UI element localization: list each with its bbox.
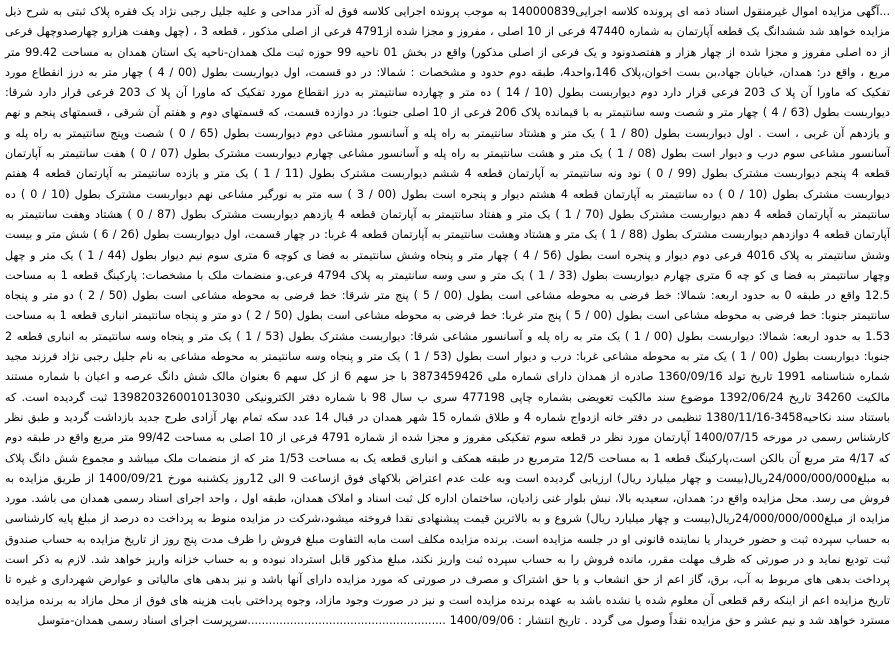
auction-notice-text: ...آگهی مزایده اموال غیرمنقول اسناد ذمه ای پرونده کلاسه اجرایی140000839 به موجب پرونده اجرایی کلاسه فوق له آذر مداحی و علیه جلیل رجبی نژاد یک فقره پلاک ثبتی به شرح ذیل مزایده خواهد شد ششدانگ یک قطعه آپارتمان به شماره 47440 فرعی از 10 اصلی ، مفروز و مجزا شده از4791 فرعی از اصلی مذکور ، قطعه 3 ، (چهل وهفت هزارو چهارصدوچهل فرعی از ده اصلی مفروز و مجزا شده از چهار هزار و هفتصدونود و یک فرعی از اصلی مذکور) واقع در بخش 01 ناحیه 99 حوزه ثبت ملک همدان-ناحیه یک استان همدان به مساحت 99.42 متر مربع ، واقع در: همدان، خیابان جهاد،بن بست اخوان،پلاک 146،واحد4، طبقه دوم حدود و مشخصات : شمالا: در دو قسمت، اول دیواربست بطول (00 / 4 ) چهار متر به درز انقطاع مورد تفکیک که ماورا آن پلا ک 203 فرعی قرار دارد دوم دیواربست بطول (10 / 14 ) ده متر و چهارده سانتیمتر به درز انقطاع مورد تفکیک که ماورا آن پلا ک 203 فرعی قرار دارد شرقا: دیواربست بطول (63 / 4 ) چهار متر و شصت وسه سانتیمتر به با قیمانده پلاک 206 فرعی از 10 اصلی جنوبا: در دوازده قسمت، که قسمتهای دوم و هفتم آن شرقی ، قسمتهای پنجم و نهم و یازدهم آن غربی ، است . اول دیواربست بطول (80 / 1 ) یک متر و هشتاد سانتیمتر به راه پله و آسانسور مشاعی دوم دیواربست بطول (65 / 0 ) شصت وپنج سانتیمتر به راه پله و آسانسور مشاعی سوم درب و دیوار است بطول (08 / 1 ) یک متر و هشت سانتیمتر به راه پله و آسانسور مشاعی چهارم دیواربست مشترک بطول (07 / 0 ) هفت سانتیمتر به آپارتمان قطعه 4 پنجم دیواربست مشترک بطول (99 / 0 ) نود ونه سانتیمتر به آپارتمان قطعه 4 ششم دیواربست مشترک بطول (11 / 1 ) یک متر و یازده سانتیمتر به آپارتمان قطعه 4 هفتم دیواربست مشترک بطول (10 / 0 ) ده سانتیمتر به آپارتمان قطعه 4 هشتم دیوار و پنجره است بطول (00 / 3 ) سه متر به نورگیر مشاعی نهم دیواربست مشترک بطول (10 / 0 ) ده سانتیمتر به آپارتمان قطعه 4 دهم دیواربست مشترک بطول (70 / 1 ) یک متر و هفتاد سانتیمتر به آپارتمان قطعه 4 یازدهم دیواربست مشترک بطول (87 / 0 ) هشتاد وهفت سانتیمتر به آپارتمان قطعه 4 دوازدهم دیواربست مشترک بطول (88 / 1 ) یک متر و هشتاد وهشت سانتیمتر به آپارتمان قطعه 4 غربا: در چهار قسمت، اول دیواربست بطول (26 / 6 ) شش متر و بیست وشش سانتیمتر به پلاک 4016 فرعی دوم دیوار و پنجره است بطول (56 / 4 ) چهار متر و پنجاه وشش سانتیمتر به فضا ی کوچه 6 متری سوم نیم دیوار بطول (44 / 1 ) یک متر و چهل وچهار سانتیمتر به فضا ی کو چه 6 متری چهارم دیواربست بطول (33 / 1 ) یک متر و سی وسه سانتیمتر به پلاک 4794 فرعی.و منضمات ملک با مشخصات: پارکینگ قطعه 1 به مساحت 12.5 واقع در طبقه 0 به حدود اربعه: شمالا: خط فرضی به محوطه مشاعی است بطول (00 / 5 ) پنج متر شرقا: خط فرضی به محوطه مشاعی است بطول (50 / 2 ) دو متر و پنجاه سانتیمتر جنوبا: خط فرضی به محوطه مشاعی است بطول (00 / 5 ) پنج متر غربا: خط فرضی به محوطه مشاعی است بطول (50 / 2 ) دو متر و پنجاه سانتیمتر انباری قطعه 1 به مساحت 1.53 به حدود اربعه: شمالا: دیواربست بطول (00 / 1 ) یک متر به راه پله و آسانسور مشاعی شرقا: دیواربست مشترک بطول (53 / 1 ) یک متر و پنجاه وسه سانتیمتر به انباری قطعه 2 جنوبا: دیواربست بطول (00 / 1 ) یک متر به محوطه مشاعی غربا: درب و دیوار است بطول (53 / 1 ) یک متر و پنجاه وسه سانتیمتر به محوطه مشاعی به نام جلیل رجبی نژاد فرزند مجید شماره شناسنامه 1991 تاریخ تولد 1360/09/16 صادره از همدان دارای شماره ملی 3873459426 با جز سهم 6 از کل سهم 6 بعنوان مالک شش دانگ عرصه و اعیان با شماره مستند مالکیت 34260 تاریخ 1392/06/24 موضوع سند مالکیت تعویضی بشماره چاپی 477198 سری ب سال 98 با شماره دفتر الکترونیکی 139820326001013030 ثبت گردیده است. که باستناد سند نکاحیه3458-1380/11/16 تنظیمی در دفتر خانه ازدواج شماره 4 و طلاق شماره 15 شهر همدان در قبال 14 عدد سکه تمام بهار آزادی طرح جدید بازداشت گردید و طبق نظر کارشناس رسمی در مورخه 1400/07/15 آپارتمان مورد نظر در قطعه سوم تفکیکی مفروز و مجزا شده از شماره 4791 فرعی از 10 اصلی به مساحت 99/42 متر مربع واقع در طبقه دوم که 4/17 متر مربع آن بالکن است،پارکینگ قطعه 1 به مساحت 12/5 مترمربع در طبقه همکف و انباری قطعه یک به مساحت 1/53 متر که از منضمات ملک میباشد و مجموع شش دانگ پلاک به مبلغ24/000/000/000ریال(بیست و چهار میلیارد ریال) ارزیابی گردیده است وبه علت عدم اعتراض بلاکهای فوق ازساعت 9 الی 12روز یکشنبه مورخ 1400/09/21 از طریق مزایده به فروش می رسد. محل مزایده واقع در: همدان، سعیدیه بالا، نبش بلوار غنی زادیان، ساختمان اداره کل ثبت اسناد و املاک همدان، طبقه اول ، واحد اجرای اسناد رسمی همدان می باشد. مورد مزایده از مبلغ24/000/000/000ریال(بیست و چهار میلیارد ریال) شروع و به بالاترین قیمت پیشنهادی نقدا فروخته میشود،شرکت در مزایده منوط به پرداخت ده درصد از مبلغ پایه کارشناسی به حساب سپرده ثبت و حضور خریدار یا نماینده قانونی او در جلسه مزایده است. برنده مزایده مکلف است مابه التفاوت مبلغ فروش را ظرف مدت پنج روز از تاریخ مزایده به حساب صندوق ثبت تودیع نماید و در صورتی که ظرف مهلت مقرر، مانده فروش را به حساب سپرده ثبت واریز نکند، مبلغ مذکور قابل استرداد نبوده و به حساب خزانه واریز خواهد شد. لازم به ذکر است پرداخت بدهی های مربوط به آب، برق، گاز اعم از حق انشعاب و یا حق اشتراک و مصرف در صورتی که مورد مزایده دارای آنها باشد و نیز بدهی های مالیاتی و عوارض شهرداری و غیره تا تاریخ مزایده اعم از اینکه رقم قطعی آن معلوم شده یا نشده باشد به عهده برنده مزایده است و نیز در صورت وجود مازاد، وجوه پرداختی بابت هزینه های فوق از محل مازاد به برنده مزایده مسترد خواهد شد و نیم عشر و حق مزایده نقداً وصول می گردد . تاریخ انتشار : 1400/09/06 ........................................................سرپرست اجرای اسناد رسمی همدان-متوسل [5, 5, 891, 627]
